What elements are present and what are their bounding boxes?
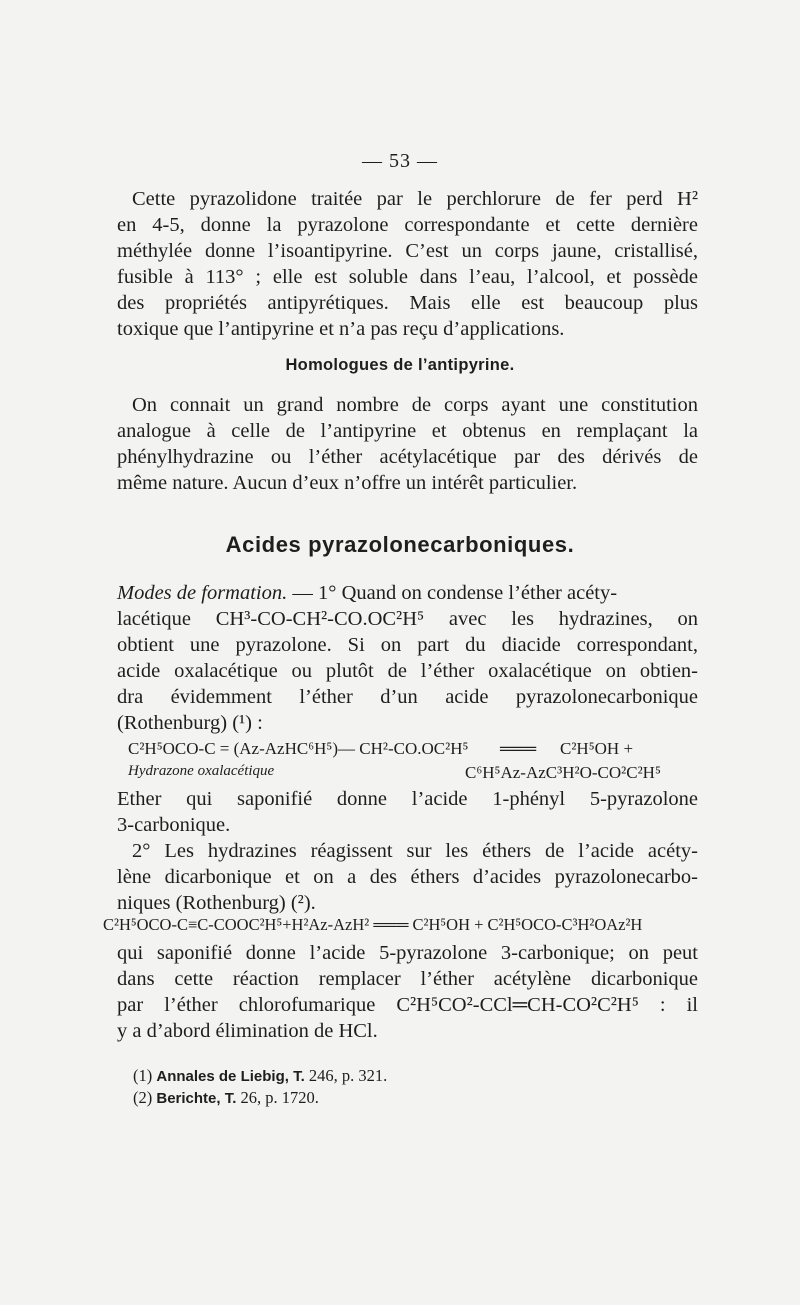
section-heading-acides: Acides pyrazolonecarboniques. [225,532,575,557]
para5-line: niques (Rothenburg) (²). [117,892,316,914]
footnote-1 [133,1065,387,1088]
para1-line: toxique que l’antipyrine et n’a pas reçu d’applications. [117,318,565,340]
para2-line: phénylhydrazine ou l’éther acétylacétique par des dérivés de [117,446,698,468]
formula1-arrow: ═══ [500,739,537,758]
footnote-ref: 246, p. 321. [308,1066,388,1085]
formula1-product: C⁶H⁵Az-AzC³H²O-CO²C²H⁵ [465,763,661,782]
para4-line: Ether qui saponifié donne l’acide 1-phényl 5-pyrazolone [117,788,698,810]
footnote-source: Annales de Liebig, T. [156,1068,305,1085]
para3-line: (Rothenburg) (¹) : [117,712,263,734]
para4-line: 3-carbonique. [117,814,231,836]
para1-line: méthylée donne l’isoantipyrine. C’est un corps jaune, cristallisé, [117,240,698,262]
para1-line: Cette pyrazolidone traitée par le perchlorure de fer perd H² [132,188,698,210]
para2-line: On connait un grand nombre de corps ayant une constitution [132,394,698,416]
formula2: C²H⁵OCO-C≡C-COOC²H⁵+H²Az-AzH² ═══ C²H⁵OH + C²H⁵OCO-C³H²OAz²H [103,915,643,934]
para6-line: par l’éther chlorofumarique C²H⁵CO²-CCl═CH-CO²C²H⁵ : il [117,994,698,1016]
section-heading-homologues: Homologues de l’antipyrine. [285,356,515,374]
footnote-ref: 26, p. 1720. [240,1088,319,1107]
page-number: — 53 — [362,150,438,172]
para1-line: des propriétés antipyrétiques. Mais elle est beaucoup plus [117,292,698,314]
para3-first-line-text: — 1° Quand on condense l’éther acéty- [287,582,618,604]
para6-line: y a d’abord élimination de HCl. [117,1020,378,1042]
para3-line: dra évidemment l’éther d’un acide pyrazolonecarbonique [117,686,698,708]
footnote-2 [133,1087,319,1110]
para3-line: lacétique CH³-CO-CH²-CO.OC²H⁵ avec les hydrazines, on [117,608,698,630]
para6-line: dans cette réaction remplacer l’éther acétylène dicarbonique [117,968,698,990]
modes-de-formation-label: Modes de formation. [117,582,288,604]
para5-line: 2° Les hydrazines réagissent sur les éthers de l’acide acéty- [132,840,698,862]
formula1-right: C²H⁵OH + [560,739,634,758]
para3-line: obtient une pyrazolone. Si on part du diacide correspondant, [117,634,698,656]
para1-line: fusible à 113° ; elle est soluble dans l’eau, l’alcool, et possède [117,266,698,288]
footnote-mark: (2) [133,1088,153,1107]
footnote-source: Berichte, T. [156,1090,237,1107]
para3-line [117,580,698,606]
formula1-label: Hydrazone oxalacétique [128,763,275,779]
para5-line: lène dicarbonique et on a des éthers d’acides pyrazolonecarbo- [117,866,698,888]
para2-line: même nature. Aucun d’eux n’offre un intérêt particulier. [117,472,578,494]
footnote-mark: (1) [133,1066,153,1085]
para2-line: analogue à celle de l’antipyrine et obtenus en remplaçant la [117,420,698,442]
para3-line: acide oxalacétique ou plutôt de l’éther oxalacétique on obtien- [117,660,698,682]
para1-line: en 4-5, donne la pyrazolone correspondante et cette dernière [117,214,698,236]
formula1-left: C²H⁵OCO-C = (Az-AzHC⁶H⁵)— CH²-CO.OC²H⁵ [128,739,469,758]
para6-line: qui saponifié donne l’acide 5-pyrazolone 3-carbonique; on peut [117,942,698,964]
